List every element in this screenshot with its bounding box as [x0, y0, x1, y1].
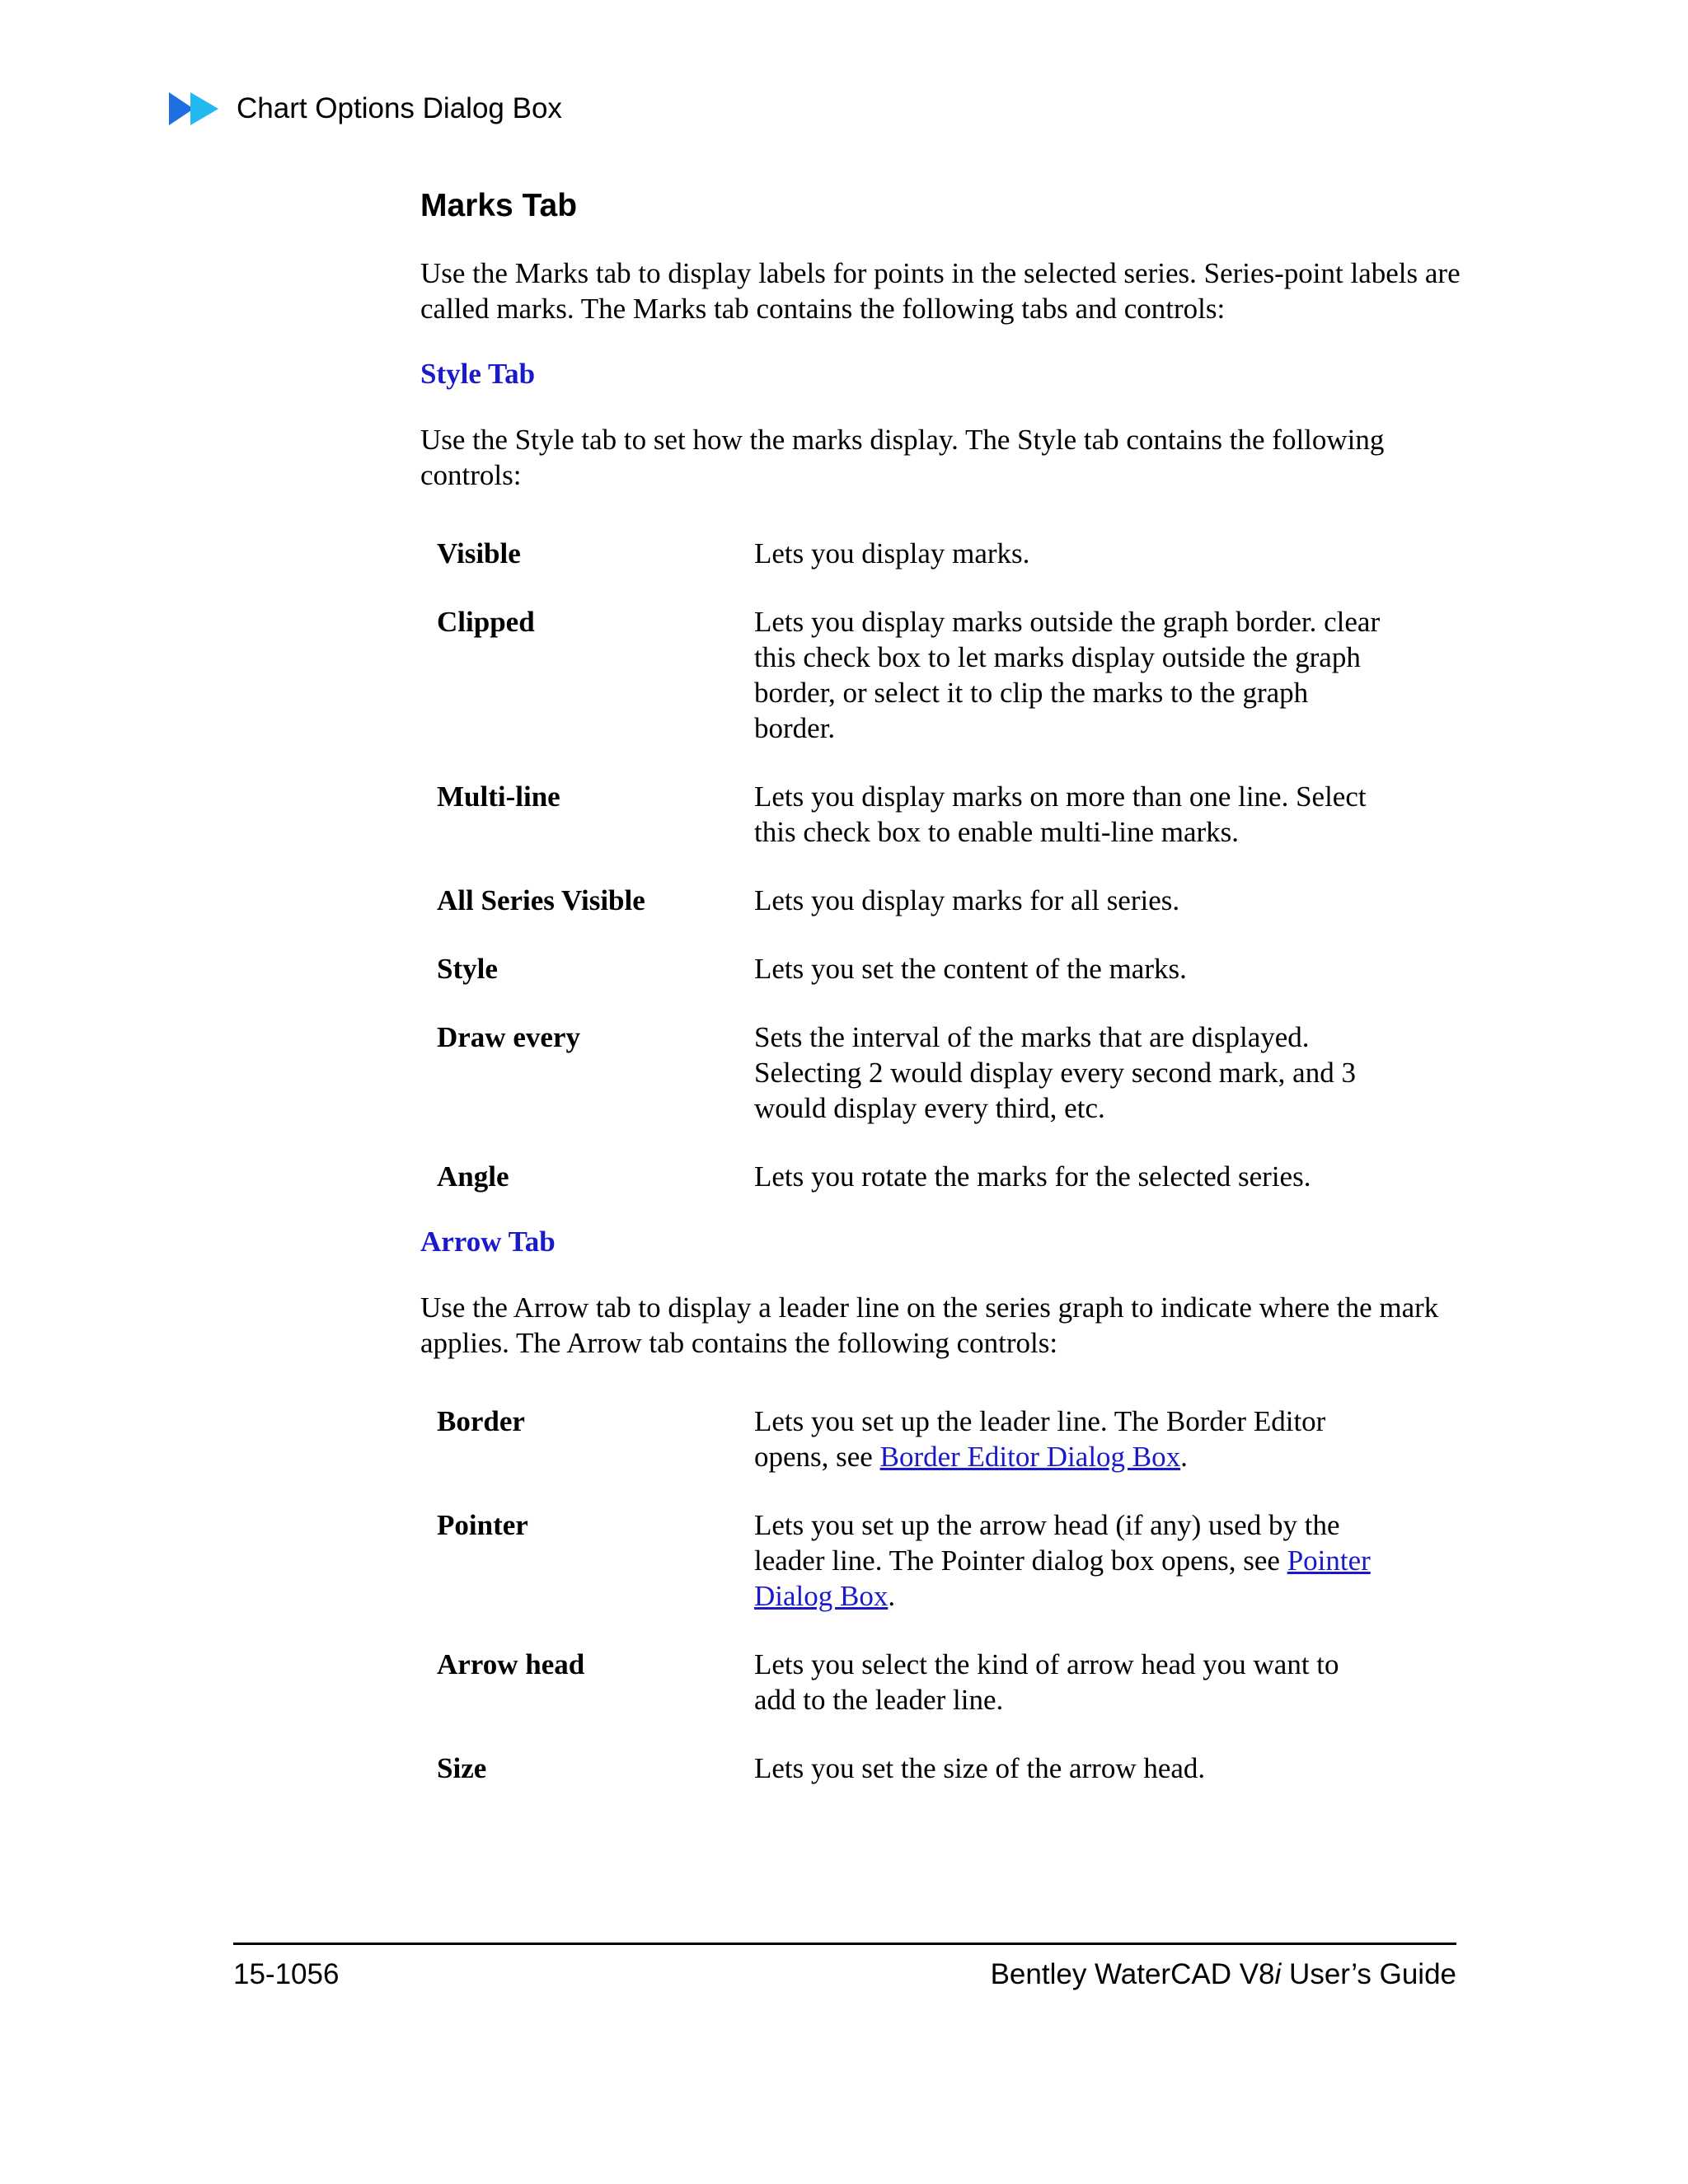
page-number: 15-1056	[233, 1958, 340, 1990]
pointer-desc-text: Lets you set up the arrow head (if any) used by the leader line. The Pointer dialog box opens, see	[754, 1509, 1340, 1577]
arrow-controls-list	[420, 1404, 1467, 1786]
definition-row	[420, 536, 1467, 571]
running-header	[169, 89, 562, 129]
main-content	[420, 188, 1467, 1819]
definition-description: Lets you set the content of the marks.	[754, 953, 1187, 985]
style-tab-heading: Style Tab	[420, 358, 536, 390]
marks-intro: Use the Marks tab to display labels for points in the selected series. Series-point labels are called marks. The Marks tab contains the following tabs and controls:	[420, 257, 1461, 325]
definition-row	[420, 1019, 1467, 1126]
definition-row	[420, 1404, 1467, 1474]
definition-description: Lets you set the size of the arrow head.	[754, 1752, 1206, 1784]
definition-description	[754, 1404, 1381, 1474]
definition-description: Lets you display marks for all series.	[754, 884, 1180, 916]
definition-term: Multi-line	[437, 780, 560, 813]
header-title: Chart Options Dialog Box	[237, 92, 562, 124]
footer-divider	[233, 1943, 1456, 1945]
guide-title-italic: i	[1274, 1958, 1282, 1990]
definition-term: Border	[437, 1405, 525, 1437]
definition-term: Size	[437, 1752, 487, 1784]
section-title: Marks Tab	[420, 188, 578, 223]
arrow-tab-heading: Arrow Tab	[420, 1226, 556, 1258]
arrow-tab-intro: Use the Arrow tab to display a leader line on the series graph to indicate where the mark applies. The Arrow tab contains the following controls:	[420, 1291, 1439, 1359]
definition-term: Style	[437, 953, 498, 985]
guide-title-prefix: Bentley WaterCAD V8	[990, 1958, 1275, 1990]
border-desc-text: Lets you set up the leader line. The Border Editor opens, see	[754, 1405, 1326, 1473]
style-controls-list	[420, 536, 1467, 1194]
definition-term: Angle	[437, 1160, 509, 1193]
definition-term: Pointer	[437, 1509, 528, 1541]
double-arrow-icon	[169, 91, 220, 127]
definition-term: All Series Visible	[437, 884, 645, 916]
definition-description: Lets you select the kind of arrow head you want to add to the leader line.	[754, 1648, 1339, 1716]
pointer-dialog-link[interactable]: Pointer Dialog Box	[754, 1544, 1371, 1612]
definition-term: Arrow head	[437, 1648, 585, 1680]
border-editor-link[interactable]: Border Editor Dialog Box	[879, 1441, 1181, 1473]
definition-term: Draw every	[437, 1021, 580, 1053]
definition-term: Clipped	[437, 606, 535, 638]
definition-description: Lets you display marks.	[754, 537, 1030, 569]
definition-row	[420, 1507, 1467, 1614]
definition-term: Visible	[437, 537, 521, 569]
definition-row	[420, 1647, 1467, 1718]
definition-description: Lets you rotate the marks for the selected series.	[754, 1160, 1311, 1193]
definition-description: Lets you display marks outside the graph border. clear this check box to let marks display outside the graph border, or select it to clip the marks to the graph border.	[754, 606, 1381, 744]
definition-description: Sets the interval of the marks that are displayed. Selecting 2 would display every second mark, and 3 would display every third, etc.	[754, 1021, 1356, 1124]
definition-row	[420, 883, 1467, 918]
border-desc-end: .	[1180, 1441, 1188, 1473]
definition-row	[420, 951, 1467, 987]
definition-row	[420, 1159, 1467, 1194]
definition-description: Lets you display marks on more than one line. Select this check box to enable multi-line marks.	[754, 780, 1367, 848]
guide-title-suffix: User’s Guide	[1281, 1958, 1456, 1990]
definition-row	[420, 779, 1467, 850]
guide-title	[991, 1958, 1456, 1991]
pointer-desc-end: .	[888, 1580, 896, 1612]
definition-row	[420, 604, 1467, 746]
style-tab-intro: Use the Style tab to set how the marks display. The Style tab contains the following controls:	[420, 424, 1385, 491]
definition-row	[420, 1750, 1467, 1786]
definition-description	[754, 1507, 1381, 1614]
